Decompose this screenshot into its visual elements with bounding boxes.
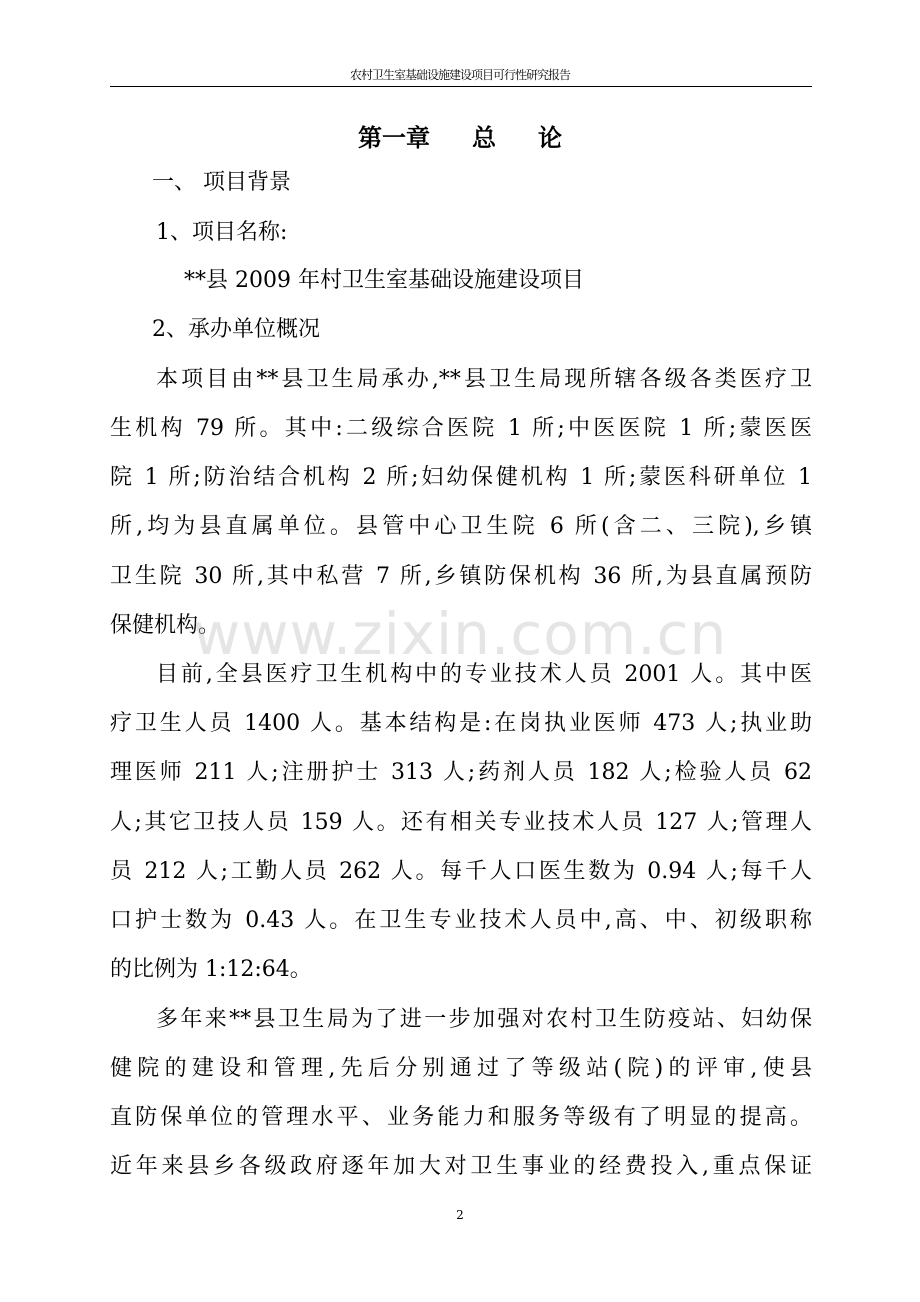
paragraph-line: 近年来县乡各级政府逐年加大对卫生事业的经费投入,重点保证: [110, 1154, 812, 1179]
watermark: www.zixin.com.cn: [192, 600, 728, 668]
paragraph-line: 理医师 211 人;注册护士 313 人;药剂人员 182 人;检验人员 62: [110, 760, 812, 785]
paragraph-line: 所,均为县直属单位。县管中心卫生院 6 所(含二、三院),乡镇: [110, 514, 812, 539]
paragraph-line: 多年来**县卫生局为了进一步加强对农村卫生防疫站、妇幼保: [156, 1007, 812, 1032]
chapter-number: 第一章: [358, 124, 430, 152]
paragraph-line: 健院的建设和管理,先后分别通过了等级站(院)的评审,使县: [110, 1056, 812, 1081]
chapter-title: [0, 118, 920, 153]
paragraph-line: 目前,全县医疗卫生机构中的专业技术人员 2001 人。其中医: [156, 662, 812, 687]
paragraph-line: 的比例为 1:12:64。: [110, 957, 312, 982]
paragraph-line: 卫生院 30 所,其中私营 7 所,乡镇防保机构 36 所,为县直属预防: [110, 564, 812, 589]
paragraph-line: 员 212 人;工勤人员 262 人。每千人口医生数为 0.94 人;每千人: [110, 859, 812, 884]
chapter-word-1: 总: [472, 124, 496, 152]
item-heading-2: 2、承办单位概况: [152, 317, 320, 342]
section-heading: 一、 项目背景: [152, 170, 291, 195]
item-heading-1: 1、项目名称:: [156, 220, 288, 245]
paragraph-line: 口护士数为 0.43 人。在卫生专业技术人员中,高、中、初级职称: [110, 908, 812, 933]
paragraph-line: 生机构 79 所。其中:二级综合医院 1 所;中医医院 1 所;蒙医医: [110, 416, 812, 441]
header-rule: [110, 86, 812, 87]
paragraph-line: 本项目由**县卫生局承办,**县卫生局现所辖各级各类医疗卫: [156, 367, 812, 392]
project-name: **县 2009 年村卫生室基础设施建设项目: [184, 268, 584, 293]
page-number: 2: [456, 1208, 464, 1222]
paragraph-line: 疗卫生人员 1400 人。基本结构是:在岗执业医师 473 人;执业助: [110, 711, 812, 736]
running-header: 农村卫生室基础设施建设项目可行性研究报告: [349, 68, 570, 82]
paragraph-line: 保健机构。: [110, 613, 221, 638]
paragraph-line: 院 1 所;防治结合机构 2 所;妇幼保健机构 1 所;蒙医科研单位 1: [110, 465, 812, 490]
paragraph-line: 直防保单位的管理水平、业务能力和服务等级有了明显的提高。: [110, 1105, 812, 1130]
paragraph-line: 人;其它卫技人员 159 人。还有相关专业技术人员 127 人;管理人: [110, 810, 812, 835]
chapter-word-2: 论: [538, 124, 562, 152]
